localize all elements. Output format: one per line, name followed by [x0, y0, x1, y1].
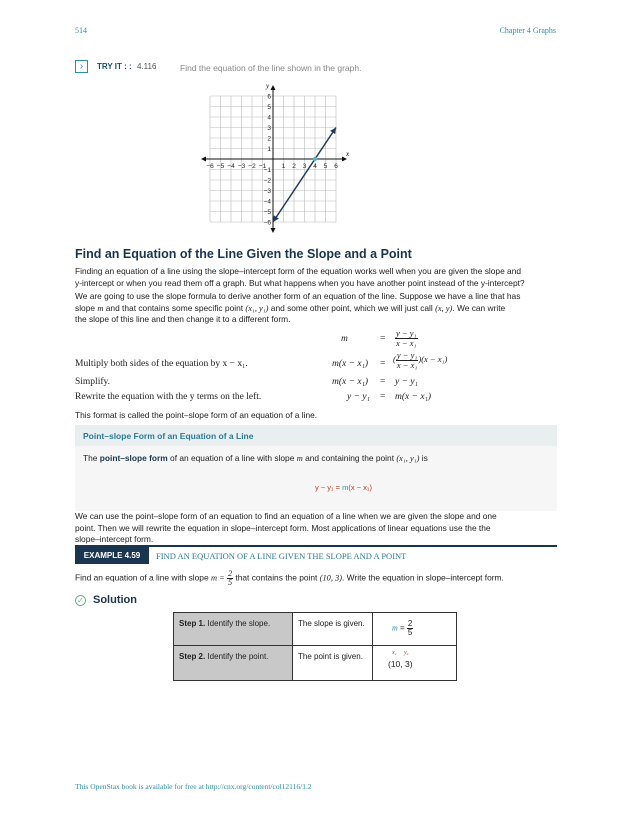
try-it-prompt: Find the equation of the line shown in the graph.	[180, 63, 362, 73]
y-tick-label: −1	[263, 167, 271, 174]
x-tick-label: 1	[281, 163, 286, 170]
solution-label[interactable]: Solution	[93, 594, 137, 606]
callout-title: Point–slope Form of an Equation of a Line	[83, 431, 254, 441]
intro-paragraph: Finding an equation of a line using the slope–intercept form of the equation works well when you are given the slope and y-intercept or when you read them off a graph. But what happens when you have another point instead of the y-intercept?	[75, 266, 525, 288]
section-heading: Find an Equation of the Line Given the Slope and a Point	[75, 247, 412, 261]
y-tick-label: 2	[267, 135, 271, 143]
table-row	[174, 613, 457, 646]
x-tick-label: −2	[248, 163, 256, 170]
callout-body: The point–slope form of an equation of a line with slope m and containing the point (x₁, y₁) is	[83, 453, 428, 463]
x-tick-label: −5	[216, 163, 225, 170]
y-tick-label: 5	[267, 104, 271, 111]
step-1-label: Step 1. Identify the slope.	[174, 613, 293, 646]
y-axis-arrow-down	[271, 228, 276, 233]
step-2-label: Step 2. Identify the point.	[174, 646, 293, 681]
example-prompt: Find an equation of a line with slope m = $\frac{2}{5}$ that contains the point (10, 3). Write the equation in slope–intercept form.	[75, 569, 504, 587]
step-1-result: m = $\frac{2}{5}$	[373, 613, 457, 646]
x-tick-label: 5	[323, 163, 328, 170]
y-tick-label: 3	[267, 125, 271, 132]
try-it-label: TRY IT : :	[97, 62, 132, 71]
highlighted-point	[313, 157, 317, 161]
footer-note: This OpenStax book is available for free at http://cnx.org/content/col12116/1.2	[75, 782, 312, 791]
slope-paragraph: We are going to use the slope formula to derive another form of an equation of the line. Suppose we have a line that has slope m and that contains some specific point (x₁, y₁) and some other point, which we will just call (x, y). We can write the slope of this line and then change it to a different form.	[75, 291, 521, 324]
solution-steps-table	[173, 612, 457, 681]
y-axis-label: y	[266, 82, 270, 90]
step-1-note: The slope is given.	[293, 613, 373, 646]
x-tick-label: −3	[237, 163, 246, 170]
example-title: FIND AN EQUATION OF A LINE GIVEN THE SLOPE AND A POINT	[156, 551, 407, 561]
format-note: This format is called the point–slope form of an equation of a line.	[75, 410, 318, 420]
y-tick-label: −6	[263, 219, 271, 227]
y-tick-label: −5	[263, 209, 271, 216]
graph-tick-labels	[206, 94, 338, 227]
step-2-result: x₁ y₁ (10, 3)	[373, 646, 457, 681]
x-tick-label: 2	[292, 163, 296, 170]
point-slope-formula: y − y₁ = m(x − x₁)	[315, 483, 372, 492]
derivation-step-rewrite: Rewrite the equation with the y terms on the left.	[75, 392, 262, 402]
x-tick-label: 4	[313, 163, 317, 170]
try-it-number: 4.116	[137, 62, 157, 71]
y-tick-label: −4	[263, 198, 271, 206]
x-axis-label: x	[346, 150, 350, 158]
table-row	[174, 646, 457, 681]
derivation-step-simplify: Simplify.	[75, 377, 111, 387]
x-tick-label: −6	[206, 163, 214, 170]
x-tick-label: −1	[258, 163, 267, 170]
example-label: EXAMPLE 4.59	[75, 547, 149, 564]
x-tick-label: 3	[302, 163, 307, 170]
definition-callout	[75, 425, 557, 511]
y-tick-label: 6	[267, 93, 271, 101]
coordinate-graph	[195, 76, 360, 236]
x-tick-label: −4	[227, 163, 235, 170]
page-number: 514	[75, 26, 87, 35]
chevron-right-icon[interactable]: ›	[75, 60, 88, 73]
y-tick-label: 1	[267, 146, 271, 153]
x-axis-arrow-left	[201, 157, 206, 162]
derivation-step-multiply: Multiply both sides of the equation by x − x₁.	[75, 359, 248, 369]
y-tick-label: −3	[263, 188, 271, 195]
chapter-title: Chapter 4 Graphs	[499, 26, 556, 35]
y-tick-label: 4	[267, 114, 271, 122]
derivation: m = $\frac{\text{y − y₁}}{\text{x − x₁}}$ Multiply both sides of the equation by x − x₁. m(x − x₁) = ( $\frac{\text{y − y₁}}{\text{x − x₁}}$ )(x − x₁) Simplify. m(x − x₁) = y − y₁ Rewrite the equation with the y terms on the left. y − y₁ = m(x − x₁)	[75, 328, 448, 402]
graph-axes	[201, 82, 350, 233]
check-circle-icon: ✓	[75, 595, 86, 606]
y-tick-label: −2	[263, 177, 271, 185]
x-tick-label: 6	[334, 163, 338, 170]
usage-paragraph: We can use the point–slope form of an equation to find an equation of a line when we are given the slope and one point. Then we will rewrite the equation in slope–intercept form. Most applications of linear equations use the the slope–intercept form.	[75, 511, 497, 544]
y-axis-arrow	[271, 85, 276, 90]
step-2-note: The point is given.	[293, 646, 373, 681]
